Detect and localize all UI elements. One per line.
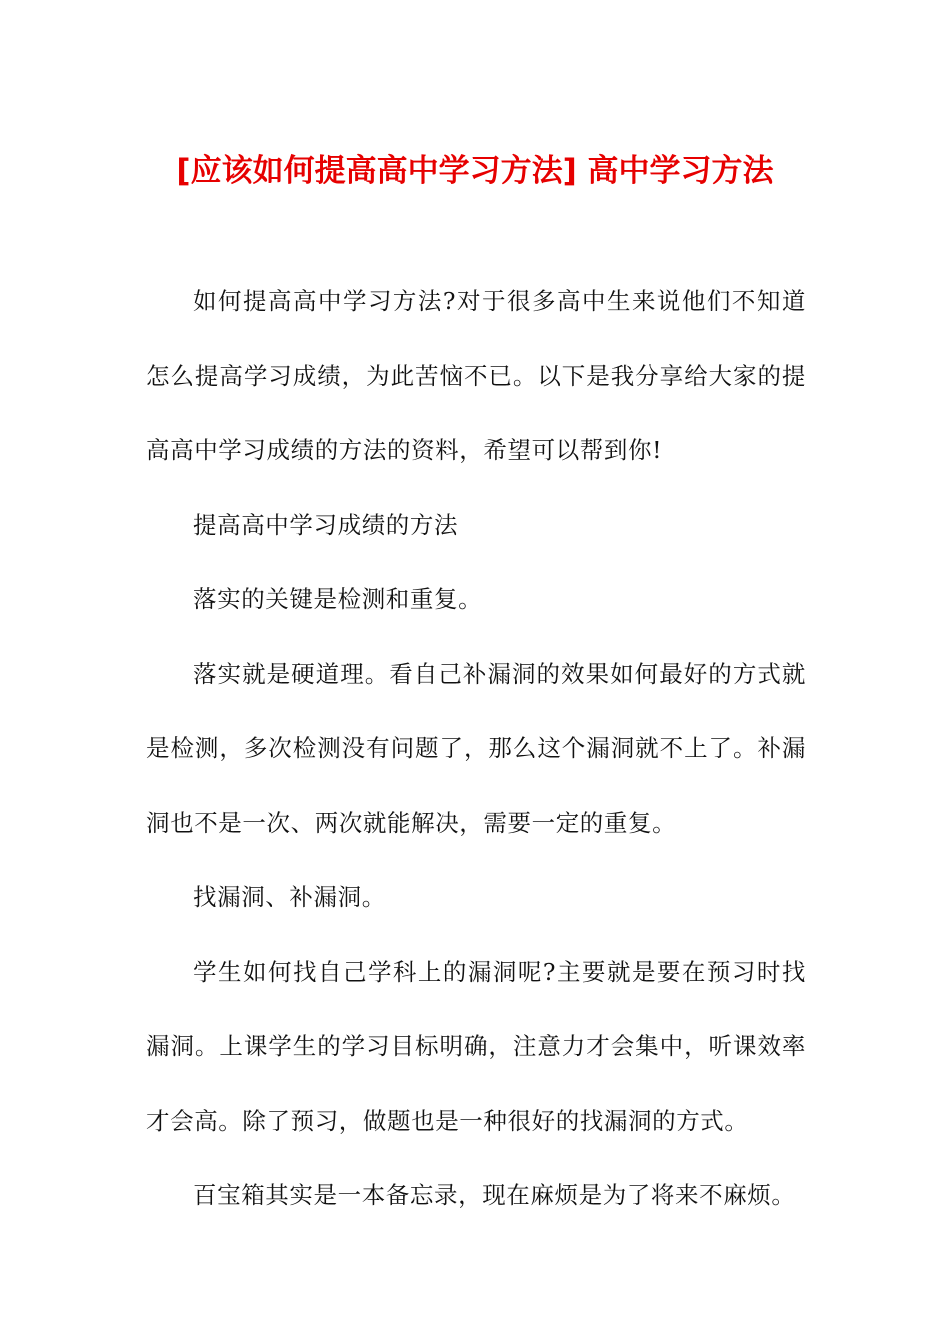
document-title: [应该如何提高高中学习方法] 高中学习方法	[176, 153, 774, 189]
paragraph-key-point: 落实的关键是检测和重复。	[193, 585, 483, 613]
paragraph-heading: 提高高中学习成绩的方法	[193, 510, 459, 539]
paragraph-intro: 如何提高高中学习方法?对于很多高中生来说他们不知道怎么提高学习成绩，为此苦恼不已。以下是我分享给大家的提高高中学习成绩的方法的资料，希望可以帮到你!	[146, 287, 806, 464]
paragraph-find-gaps-detail: 学生如何找自己学科上的漏洞呢?主要就是要在预习时找漏洞。上课学生的学习目标明确，注意力才会集中，听课效率才会高。除了预习，做题也是一种很好的找漏洞的方式。	[146, 957, 806, 1135]
paragraph-practice: 落实就是硬道理。看自己补漏洞的效果如何最好的方式就是检测，多次检测没有问题了，那么这个漏洞就不上了。补漏洞也不是一次、两次就能解决，需要一定的重复。	[146, 659, 806, 837]
paragraph-find-gaps: 找漏洞、补漏洞。	[193, 883, 386, 911]
document-body	[146, 264, 806, 1233]
paragraph-notebook: 百宝箱其实是一本备忘录，现在麻烦是为了将来不麻烦。	[193, 1181, 796, 1209]
